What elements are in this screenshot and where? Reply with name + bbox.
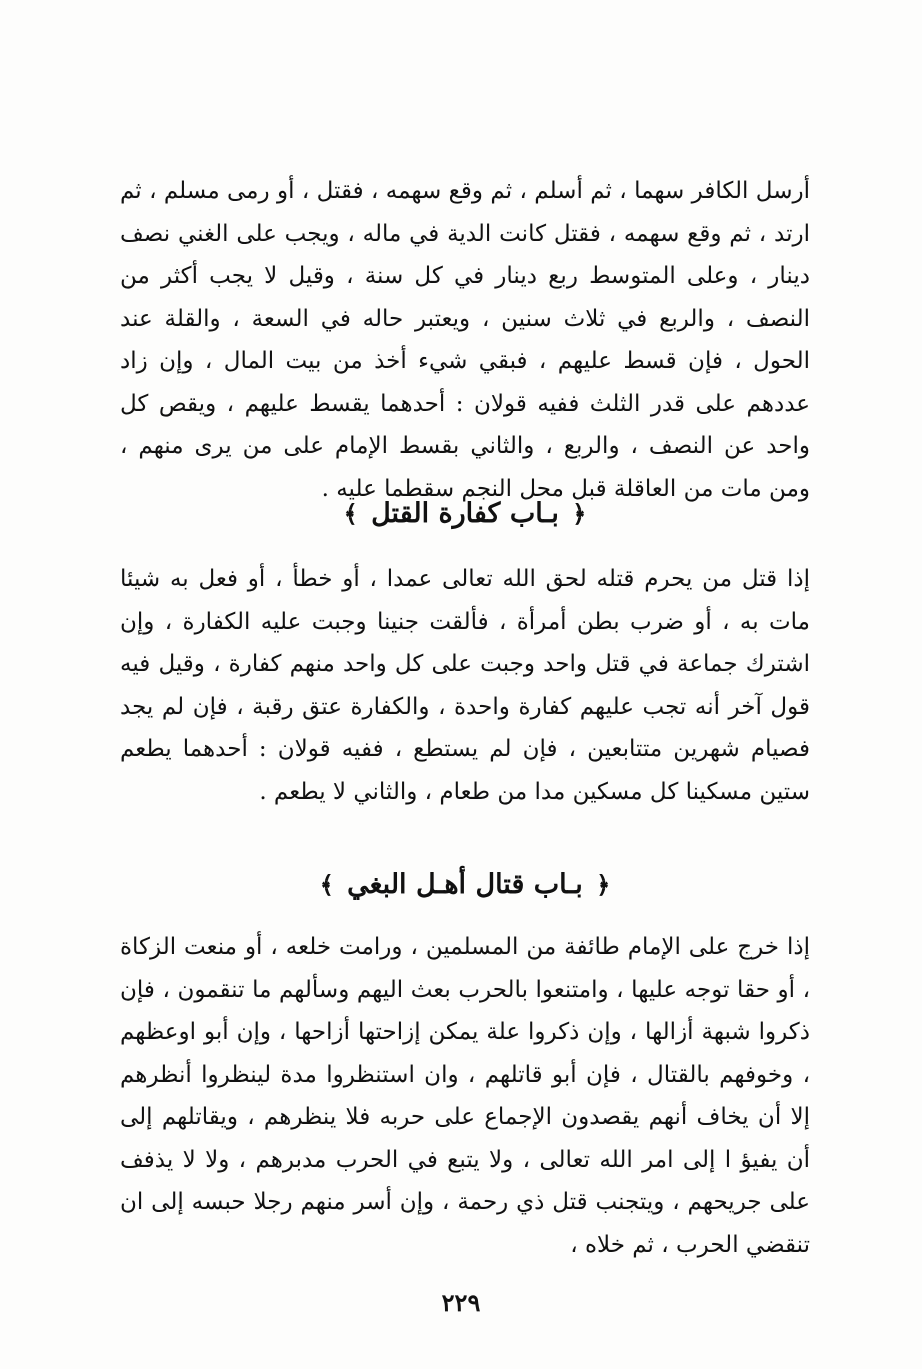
- paragraph-2: إذا قتل من يحرم قتله لحق الله تعالى عمدا ، أو خطأ ، أو فعل به شيئا مات به ، أو ضرب بطن أمرأة ، فألقت جنينا وجبت عليه الكفارة ، وإن اشترك جماعة في قتل واحد وجبت على كل واحد منهم كفارة ، وقيل فيه قول آخر أنه تجب عليهم كفارة واحدة ، والكفارة عتق رقبة ، فإن لم يجد فصيام شهرين متتابعين ، فإن لم يستطع ، ففيه قولان : أحدهما يطعم ستين مسكينا كل مسكين مدا من طعام ، والثاني لا يطعم .: [120, 566, 810, 805]
- section-1: [120, 170, 810, 510]
- page-number: ٢٢٩: [441, 1288, 481, 1317]
- heading-text: بـاب كفارة القتل: [371, 498, 559, 529]
- section-heading-expiation-of-killing: [120, 494, 810, 534]
- ornament-open: ﴿: [572, 499, 587, 528]
- ornament-close: ﴾: [343, 499, 358, 528]
- ornament-close: ﴾: [319, 870, 334, 899]
- section-heading-fighting-rebels: [120, 865, 810, 905]
- heading-text: بـاب قتال أهـل البغي: [347, 869, 583, 900]
- section-3: [120, 926, 810, 1266]
- section-2: [120, 558, 810, 813]
- paragraph-3: إذا خرج على الإمام طائفة من المسلمين ، ورامت خلعه ، أو منعت الزكاة ، أو حقا توجه عليها ، وامتنعوا بالحرب بعث اليهم وسألهم ما تنقمون ، فإن ذكروا شبهة أزالها ، وإن ذكروا علة يمكن إزاحتها أزاحها ، وإن أبو اوعظهم ، وخوفهم بالقتال ، فإن أبو قاتلهم ، وان استنظروا مدة لينظروا أنظرهم إلا أن يخاف أنهم يقصدون الإجماع على حربه فلا ينظرهم ، ويقاتلهم إلى أن يفيؤ ا إلى امر الله تعالى ، ولا يتبع في الحرب مدبرهم ، ولا لا يذفف على جريحهم ، ويتجنب قتل ذي رحمة ، وإن أسر منهم رجلا حبسه إلى ان تنقضي الحرب ، ثم خلاه ،: [120, 934, 810, 1258]
- ornament-open: ﴿: [596, 870, 611, 899]
- paragraph-1: أرسل الكافر سهما ، ثم أسلم ، ثم وقع سهمه ، فقتل ، أو رمى مسلم ، ثم ارتد ، ثم وقع سهمه ، فقتل كانت الدية في ماله ، ويجب على الغني نصف دينار ، وعلى المتوسط ربع دينار في كل سنة ، وقيل لا يجب أكثر من النصف ، والربع في ثلاث سنين ، ويعتبر حاله في السعة ، والقلة عند الحول ، فإن قسط عليهم ، فبقي شيء أخذ من بيت المال ، وإن زاد عددهم على قدر الثلث ففيه قولان : أحدهما يقسط عليهم ، ويقص كل واحد عن النصف ، والربع ، والثاني بقسط الإمام على من يرى منهم ، ومن مات من العاقلة قبل محل النجم سقطما عليه .: [120, 178, 811, 502]
